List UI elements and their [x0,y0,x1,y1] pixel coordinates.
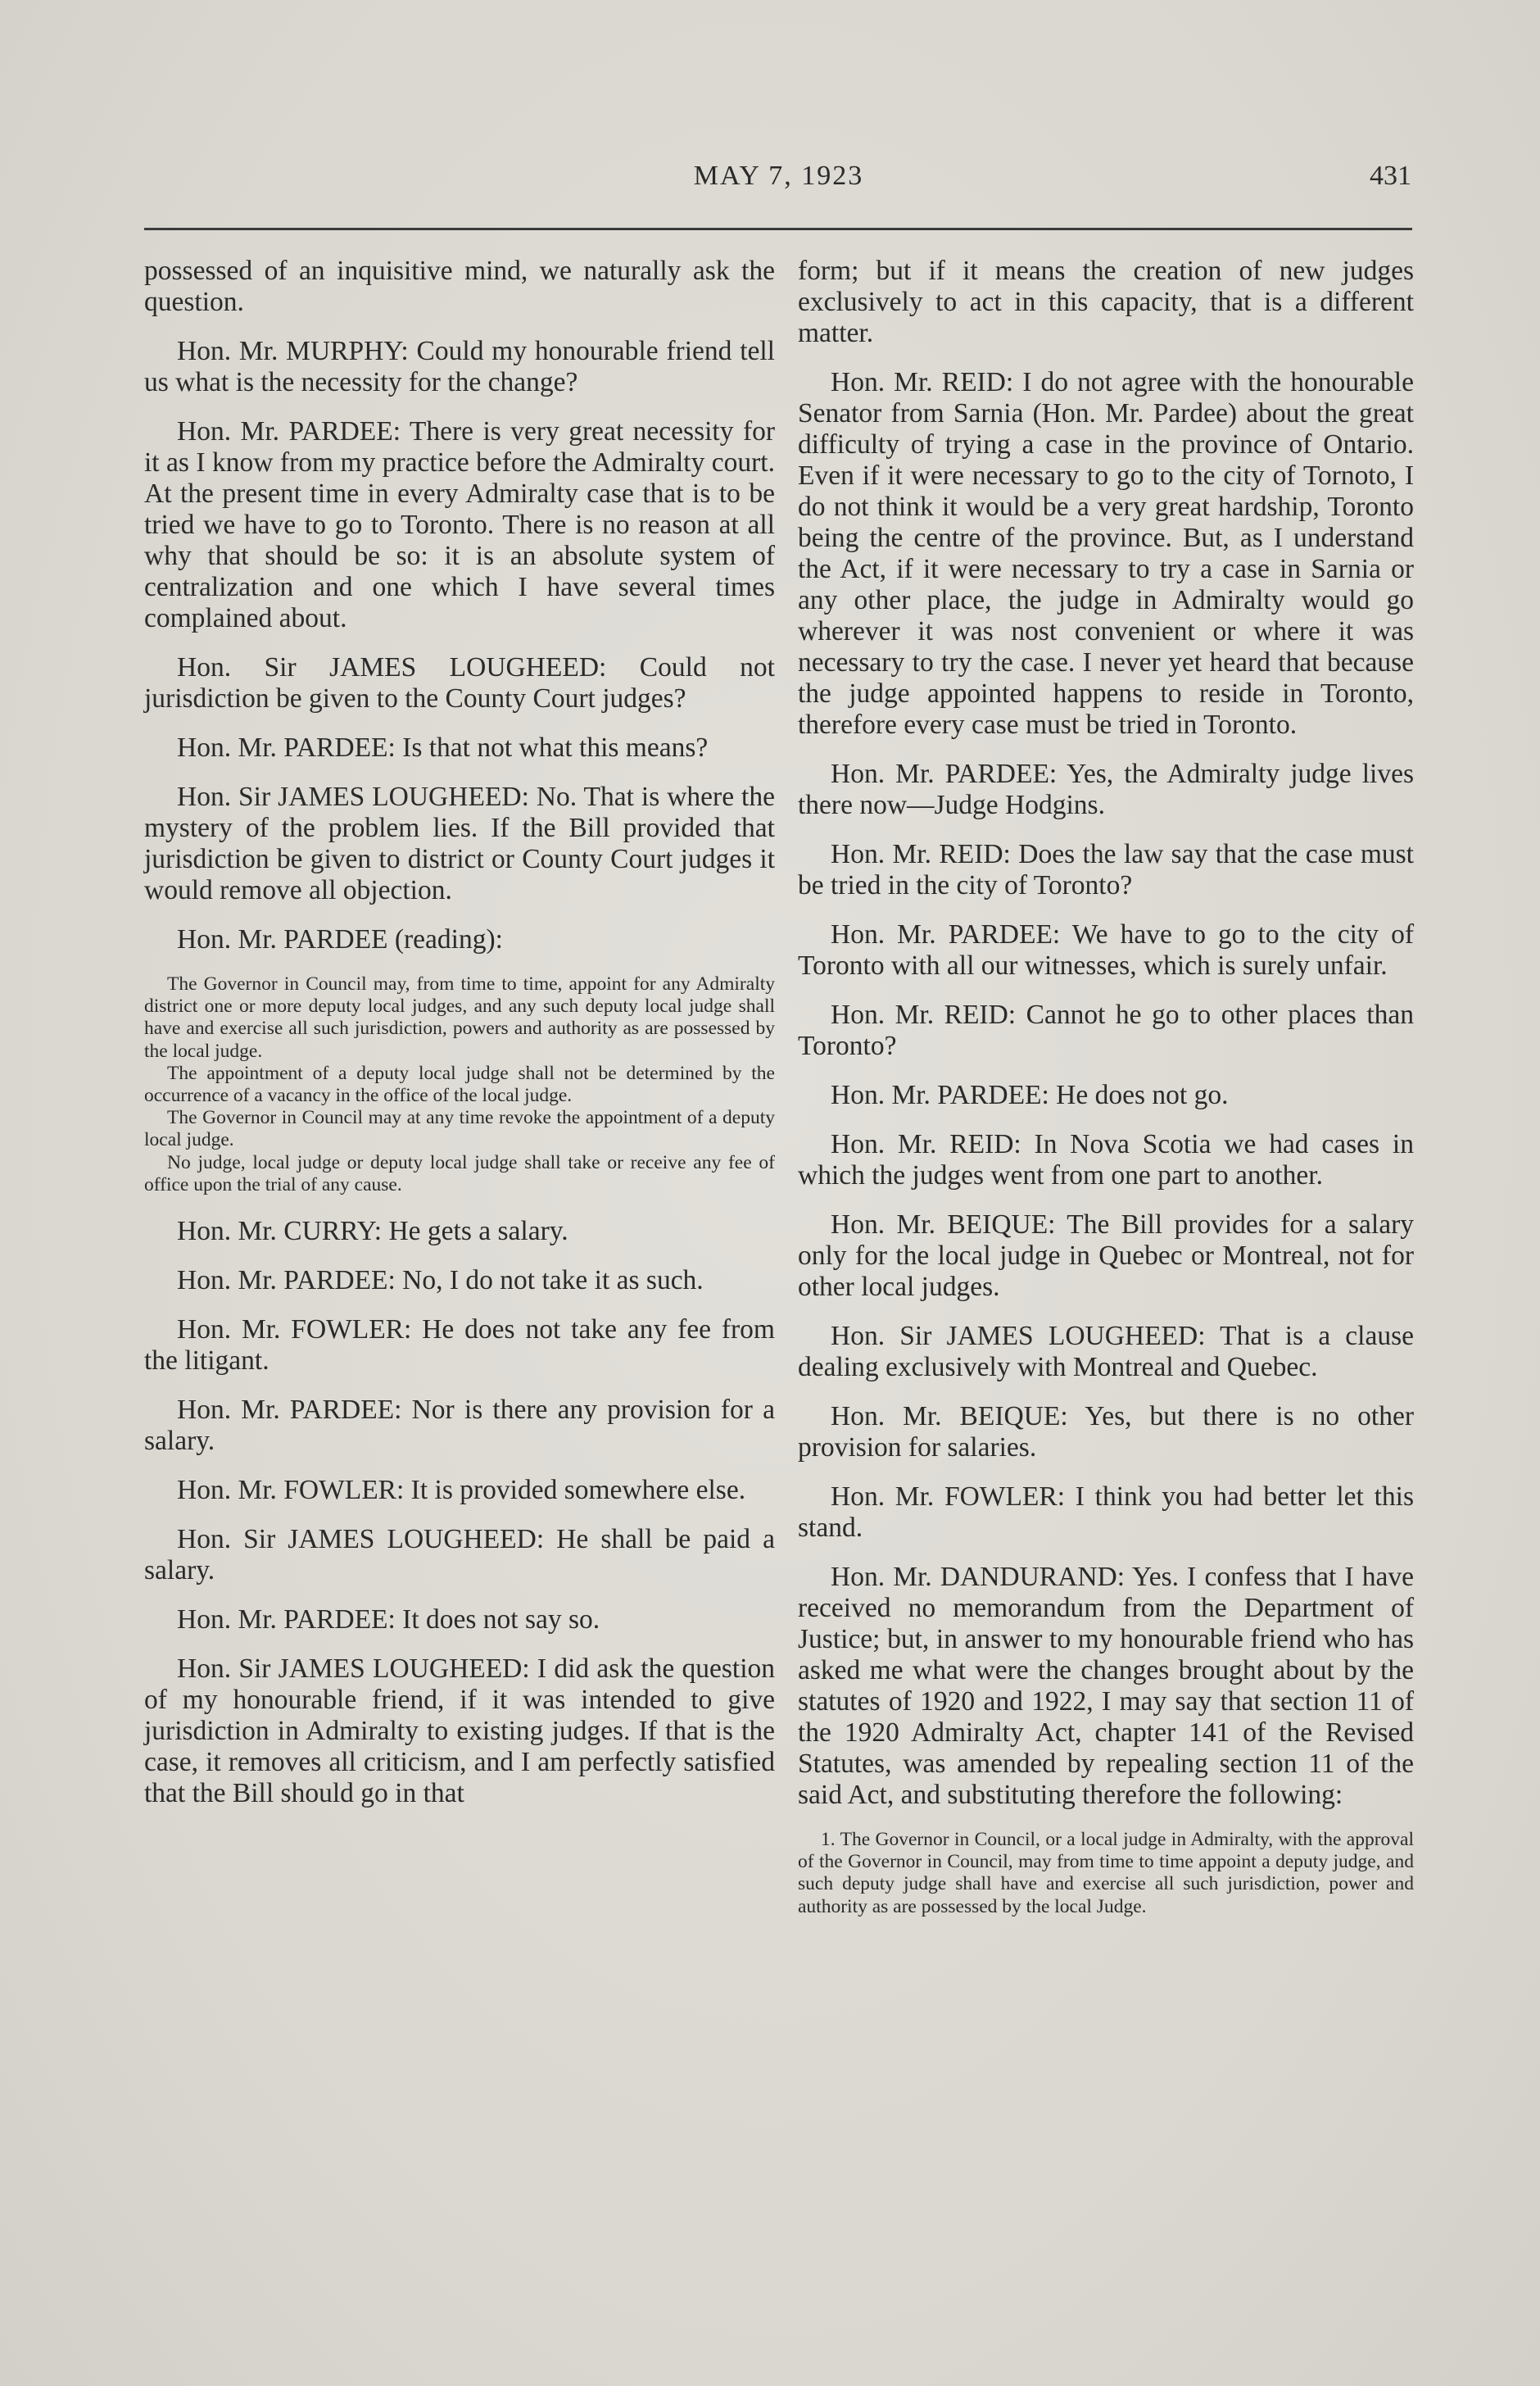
paragraph: Hon. Mr. BEIQUE: Yes, but there is no other provision for salaries. [798,1401,1414,1463]
right-column [798,256,1414,1918]
header-date: MAY 7, 1923 [693,161,864,191]
paragraph: Hon. Sir JAMES LOUGHEED: I did ask the question of my honourable friend, if it was intended to give jurisdiction in Admiralty to existing judges. If that is the case, it removes all criticism, and I am perfectly satisfied that the Bill should go in that [144,1653,775,1809]
paragraph: Hon. Mr. MURPHY: Could my honourable friend tell us what is the necessity for the change? [144,336,775,397]
page-header [146,161,1411,206]
paragraph: Hon. Mr. PARDEE: There is very great necessity for it as I know from my practice before the Admiralty court. At the present time in every Admiralty case that is to be tried we have to go to Toronto. There is no reason at all why that should be so: it is an absolute system of centralization and one which I have several times complained about. [144,416,775,633]
paragraph: Hon. Mr. CURRY: He gets a salary. [177,1216,568,1247]
quoted-statute-text: No judge, local judge or deputy local judge shall take or receive any fee of office upon the trial of any cause. [144,1151,775,1195]
paragraph: Hon. Mr. REID: Cannot he go to other places than Toronto? [798,1000,1414,1061]
paragraph: Hon. Mr. PARDEE: Is that not what this means? [177,733,709,763]
paragraph: Hon. Mr. PARDEE: Nor is there any provision for a salary. [144,1395,775,1457]
paragraph: Hon. Mr. REID: Does the law say that the case must be tried in the city of Toronto? [798,839,1414,900]
paragraph: Hon. Mr. PARDEE (reading): [177,924,503,955]
paragraph: Hon. Mr. BEIQUE: The Bill provides for a salary only for the local judge in Quebec or Montreal, not for other local judges. [798,1209,1414,1302]
paragraph: Hon. Mr. PARDEE: Yes, the Admiralty judge lives there now—Judge Hodgins. [798,759,1414,820]
quoted-statute-text: The appointment of a deputy local judge shall not be determined by the occurrence of a vacancy in the office of the local judge. [144,1062,775,1107]
paragraph: possessed of an inquisitive mind, we naturally ask the question. [144,256,775,317]
paragraph: Hon. Mr. REID: In Nova Scotia we had cases in which the judges went from one part to another. [798,1129,1414,1191]
quoted-statute-text: The Governor in Council may at any time revoke the appointment of a deputy local judge. [144,1107,775,1151]
header-rule [144,228,1412,230]
paragraph: Hon. Sir JAMES LOUGHEED: Could not jurisdiction be given to the County Court judges? [144,652,775,714]
paragraph: Hon. Mr. REID: I do not agree with the honourable Senator from Sarnia (Hon. Mr. Pardee) about the great difficulty of trying a case in the province of Ontario. Even if it were necessary to go to the city of Tornoto, I do not think it would be a very great hardship, Toronto being the centre of the province. But, as I understand the Act, if it were necessary to try a case in Sarnia or any other place, the judge in Admiralty would go wherever it was nost convenient or where it was necessary to try the case. I never yet heard that because the judge appointed happens to reside in Toronto, therefore every case must be tried in Toronto. [798,367,1414,740]
paragraph: Hon. Mr. DANDURAND: Yes. I confess that I have received no memorandum from the Department of Justice; but, in answer to my honourable friend who has asked me what were the changes brought about by the statutes of 1920 and 1922, I may say that section 11 of the 1920 Admiralty Act, chapter 141 of the Revised Statutes, was amended by repealing section 11 of the said Act, and substituting therefore the following: [798,1562,1414,1810]
paragraph: Hon. Mr. PARDEE: He does not go. [831,1080,1229,1110]
left-column [144,256,775,1827]
quoted-statute-text: 1. The Governor in Council, or a local judge in Admiralty, with the approval of the Governor in Council, may from time to time appoint a deputy judge, and such deputy judge shall have and exercise all such jurisdiction, power and authority as are possessed by the local Judge. [798,1829,1414,1917]
paragraph: Hon. Sir JAMES LOUGHEED: He shall be paid a salary. [144,1524,775,1586]
paragraph: Hon. Mr. FOWLER: It is provided somewhere else. [177,1475,746,1506]
paragraph: Hon. Mr. PARDEE: It does not say so. [177,1604,600,1635]
quoted-statute-text: The Governor in Council may, from time to time, appoint for any Admiralty district one or more deputy local judges, and any such deputy local judge shall have and exercise all such jurisdiction, powers and authority as are possessed by the local judge. [144,973,775,1062]
paragraph: Hon. Sir JAMES LOUGHEED: No. That is where the mystery of the problem lies. If the Bill provided that jurisdiction be given to district or County Court judges it would remove all objection. [144,782,775,905]
paragraph: Hon. Mr. PARDEE: We have to go to the city of Toronto with all our witnesses, which is surely unfair. [798,919,1414,981]
page-number: 431 [1370,161,1411,191]
paragraph: Hon. Mr. FOWLER: He does not take any fee from the litigant. [144,1314,775,1377]
paragraph: Hon. Mr. FOWLER: I think you had better let this stand. [798,1481,1414,1543]
paragraph: Hon. Mr. PARDEE: No, I do not take it as such. [177,1265,704,1296]
paragraph: form; but if it means the creation of new judges exclusively to act in this capacity, that is a different matter. [798,256,1414,348]
paragraph: Hon. Sir JAMES LOUGHEED: That is a clause dealing exclusively with Montreal and Quebec. [798,1321,1414,1382]
